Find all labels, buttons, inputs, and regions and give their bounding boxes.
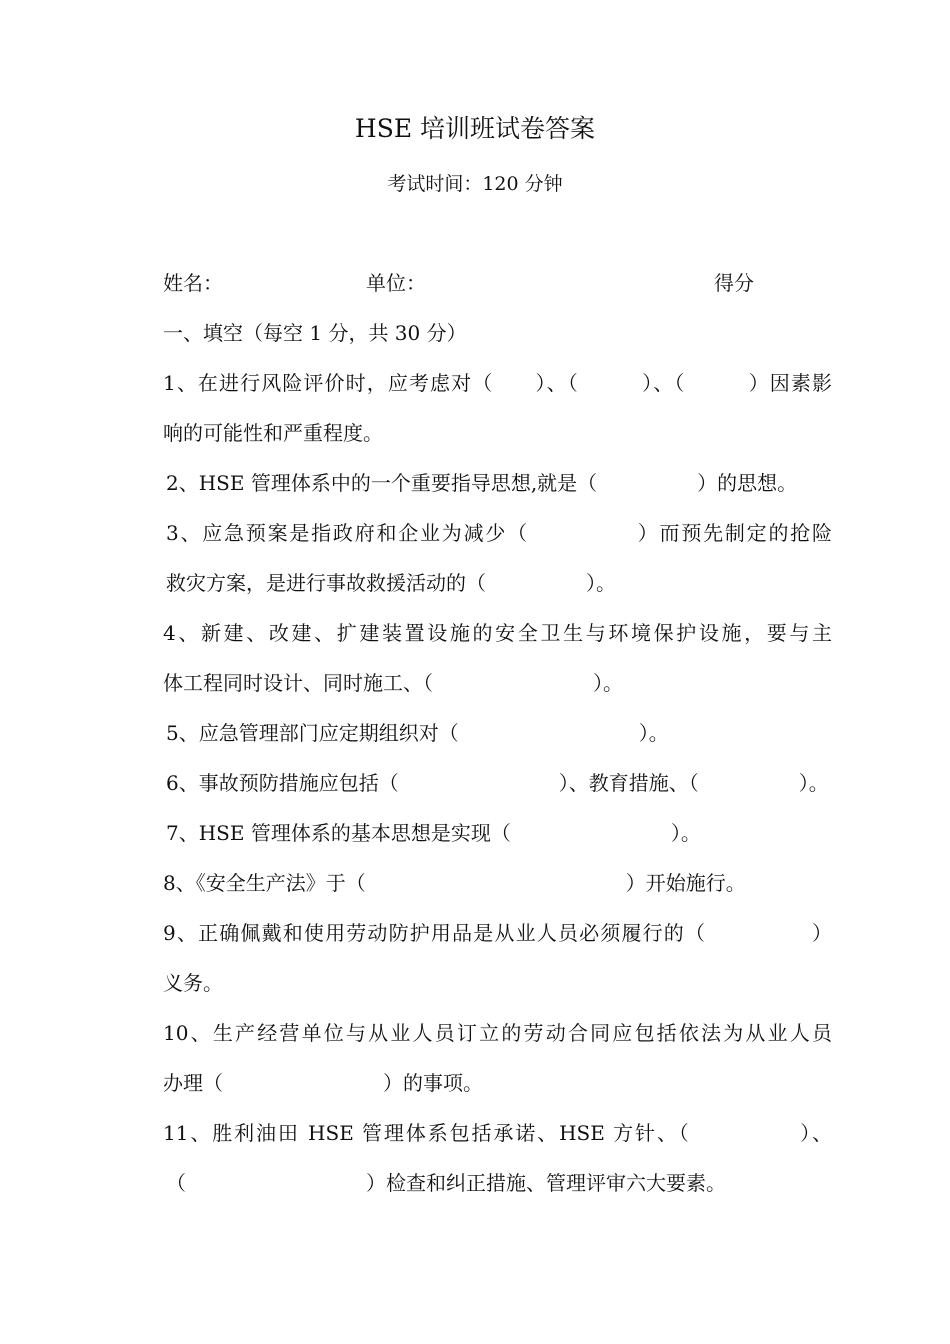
unit-field-label: 单位： [366, 271, 426, 295]
question-text: 4、新建、改建、扩建装置设施的安全卫生与环境保护设施，要与主 [163, 621, 832, 645]
exam-duration: 考试时间：120 分钟 [387, 173, 563, 195]
question-line: 救灾方案，是进行事故救援活动的（ ）。 [166, 571, 616, 595]
question-text: 10、生产经营单位与从业人员订立的劳动合同应包括依法为从业人员 [163, 1021, 832, 1045]
name-field-label: 姓名： [163, 271, 223, 295]
question-text: 1、在进行风险评价时，应考虑对（ ）、（ ）、（ ）因素影 [163, 371, 832, 395]
question-line: 办理（ ）的事项。 [163, 1071, 483, 1095]
score-field-label: 得分 [714, 271, 754, 295]
question-line [163, 368, 843, 398]
question-text: 11、胜利油田 HSE 管理体系包括承诺、HSE 方针、（ ）、 [163, 1121, 832, 1145]
question-line [166, 518, 846, 548]
question-text: 3、应急预案是指政府和企业为减少（ ）而预先制定的抢险 [166, 521, 832, 545]
question-line: 响的可能性和严重程度。 [163, 421, 383, 445]
question-line [163, 1018, 843, 1048]
question-line: 体工程同时设计、同时施工、（ ）。 [163, 671, 623, 695]
question-line: 义务。 [163, 971, 223, 995]
question-text: 9、正确佩戴和使用劳动防护用品是从业人员必须履行的（ ） [163, 921, 832, 945]
question-line: 2、HSE 管理体系中的一个重要指导思想,就是（ ）的思想。 [166, 471, 798, 495]
section-heading: 一、填空（每空 1 分，共 30 分） [163, 321, 467, 345]
question-line [163, 1118, 843, 1148]
question-line: 5、应急管理部门应定期组织对（ ）。 [166, 721, 669, 745]
question-line: （ ）检查和纠正措施、管理评审六大要素。 [166, 1171, 726, 1195]
question-line: 7、HSE 管理体系的基本思想是实现（ ）。 [166, 821, 701, 845]
question-line: 6、事故预防措施应包括（ ）、教育措施、（ ）。 [166, 771, 829, 795]
document-title: HSE 培训班试卷答案 [354, 114, 596, 143]
question-line [163, 918, 843, 948]
question-line: 8、《安全生产法》于（ ）开始施行。 [163, 871, 746, 895]
question-line [163, 618, 843, 648]
